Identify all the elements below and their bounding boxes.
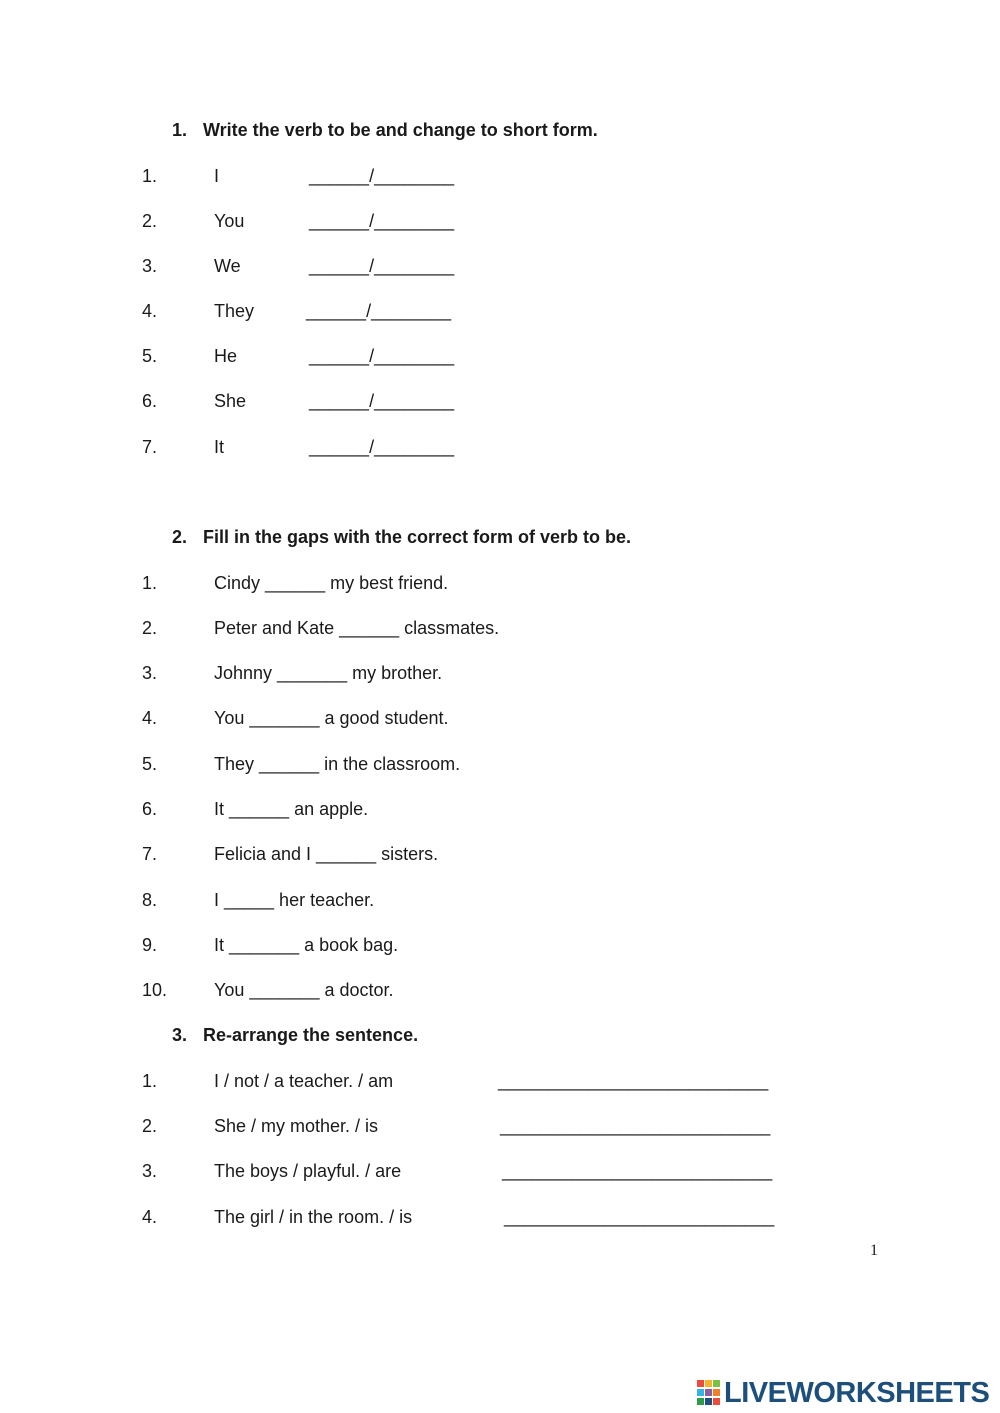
section-3-item-words: The boys / playful. / are <box>214 1161 402 1181</box>
section-3-answer-line[interactable]: ___________________________ <box>504 1207 775 1227</box>
section-2-item-sentence[interactable]: I _____ her teacher. <box>214 890 375 910</box>
section-1-item-blanks[interactable]: ______/________ <box>309 437 455 457</box>
section-3-item-number: 4. <box>142 1207 158 1227</box>
section-2-item-sentence[interactable]: It _______ a book bag. <box>214 935 399 955</box>
liveworksheets-logo <box>697 1377 989 1409</box>
section-2-item-sentence[interactable]: Felicia and I ______ sisters. <box>214 844 439 864</box>
section-2-item-number: 2. <box>142 618 158 638</box>
section-2-item-sentence[interactable]: Johnny _______ my brother. <box>214 663 443 683</box>
section-1-item-number: 4. <box>142 301 158 321</box>
section-2-item-number: 7. <box>142 844 158 864</box>
section-2-item-number: 3. <box>142 663 158 683</box>
section-1-item-blanks[interactable]: ______/________ <box>309 346 455 366</box>
section-2-item-sentence[interactable]: You _______ a good student. <box>214 708 449 728</box>
section-2-item-number: 5. <box>142 754 158 774</box>
section-3-item-number: 1. <box>142 1071 158 1091</box>
liveworksheets-icon <box>697 1380 721 1406</box>
section-2-item-sentence[interactable]: They ______ in the classroom. <box>214 754 461 774</box>
section-1-item-pronoun: It <box>214 437 225 457</box>
section-2-item-number: 10. <box>142 980 168 1000</box>
section-1-item-number: 5. <box>142 346 158 366</box>
section-2-item-number: 4. <box>142 708 158 728</box>
section-2-item-number: 1. <box>142 573 158 593</box>
section-1-item-pronoun: She <box>214 391 247 411</box>
section-1-item-number: 3. <box>142 256 158 276</box>
section-1-item-blanks[interactable]: ______/________ <box>309 166 455 186</box>
section-3-item-number: 2. <box>142 1116 158 1136</box>
section-2-item-number: 9. <box>142 935 158 955</box>
section-2-number: 2. <box>172 527 188 547</box>
section-1-item-pronoun: We <box>214 256 241 276</box>
brand-name: LIVEWORKSHEETS <box>724 1377 990 1409</box>
section-1-item-pronoun: I <box>214 166 220 186</box>
section-1-item-blanks[interactable]: ______/________ <box>306 301 452 321</box>
section-2-item-number: 8. <box>142 890 158 910</box>
section-1-number: 1. <box>172 120 188 140</box>
section-2-item-number: 6. <box>142 799 158 819</box>
page-number: 1 <box>870 1242 878 1259</box>
section-3-answer-line[interactable]: ___________________________ <box>498 1071 769 1091</box>
section-1-item-number: 6. <box>142 391 158 411</box>
section-2-item-sentence[interactable]: It ______ an apple. <box>214 799 369 819</box>
section-1-item-pronoun: They <box>214 301 255 321</box>
section-3-item-words: I / not / a teacher. / am <box>214 1071 394 1091</box>
section-1-title: Write the verb to be and change to short form. <box>203 120 598 140</box>
section-2-item-sentence[interactable]: Cindy ______ my best friend. <box>214 573 449 593</box>
section-3-item-number: 3. <box>142 1161 158 1181</box>
section-2-item-sentence[interactable]: You _______ a doctor. <box>214 980 394 1000</box>
section-3-item-words: She / my mother. / is <box>214 1116 379 1136</box>
section-1-item-number: 2. <box>142 211 158 231</box>
section-1-item-blanks[interactable]: ______/________ <box>309 256 455 276</box>
section-2-item-sentence[interactable]: Peter and Kate ______ classmates. <box>214 618 500 638</box>
section-1-item-pronoun: You <box>214 211 245 231</box>
section-1-item-blanks[interactable]: ______/________ <box>309 391 455 411</box>
section-1-item-number: 7. <box>142 437 158 457</box>
section-3-number: 3. <box>172 1025 188 1045</box>
section-2-title: Fill in the gaps with the correct form of verb to be. <box>203 527 632 547</box>
section-3-answer-line[interactable]: ___________________________ <box>500 1116 771 1136</box>
section-1-item-pronoun: He <box>214 346 238 366</box>
section-1-item-number: 1. <box>142 166 158 186</box>
section-3-answer-line[interactable]: ___________________________ <box>502 1161 773 1181</box>
section-3-title: Re-arrange the sentence. <box>203 1025 419 1045</box>
section-1-item-blanks[interactable]: ______/________ <box>309 211 455 231</box>
section-3-item-words: The girl / in the room. / is <box>214 1207 413 1227</box>
